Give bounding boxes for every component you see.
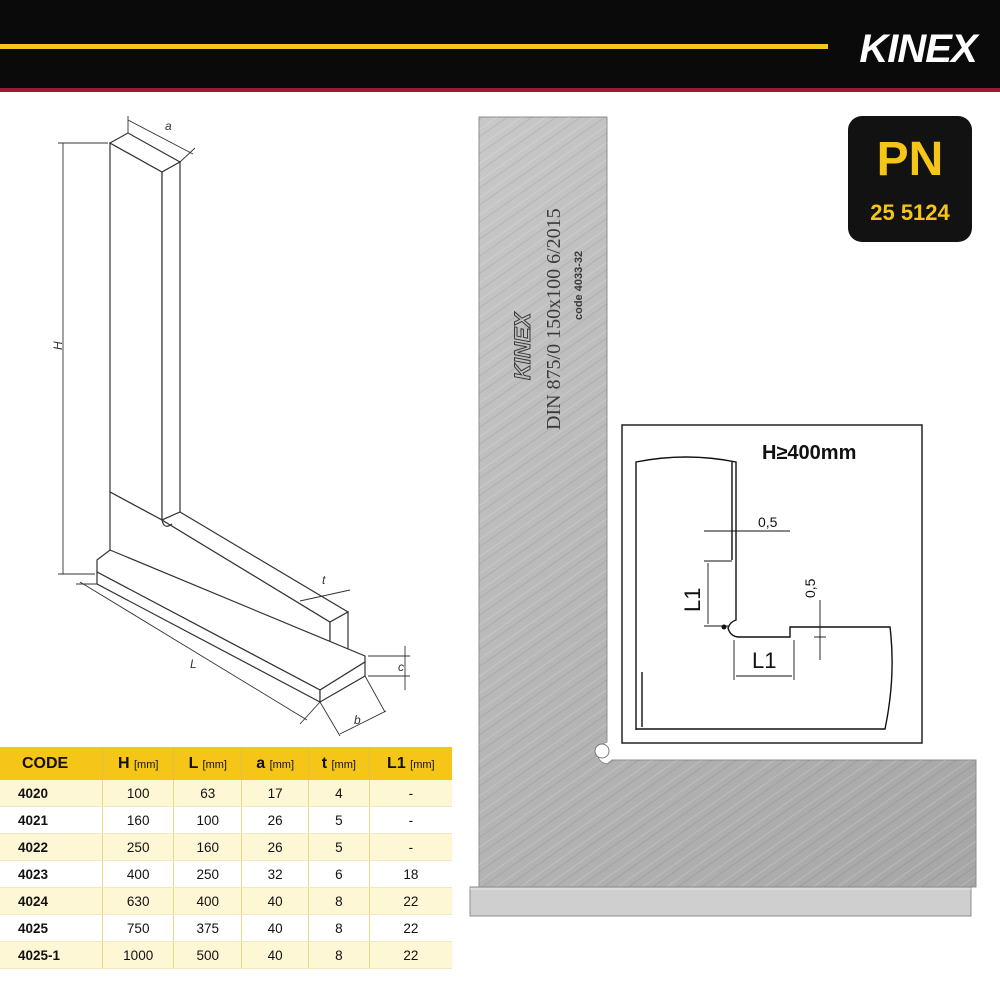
spec-table-header	[0, 747, 452, 780]
cell-code: 4024	[0, 888, 103, 915]
label-H: H	[51, 341, 65, 350]
cell-l1: -	[369, 780, 452, 807]
spec-table	[0, 747, 452, 969]
dim-l1-horizontal: L1	[752, 648, 777, 673]
cell-h: 250	[103, 834, 174, 861]
cell-t: 5	[309, 807, 370, 834]
table-row	[0, 861, 452, 888]
label-a: a	[165, 119, 172, 133]
detail-inset	[622, 425, 922, 743]
engraving-logo	[510, 311, 535, 380]
col-l: L [mm]	[174, 747, 242, 780]
cell-a: 40	[242, 888, 309, 915]
cell-l1: 22	[369, 915, 452, 942]
cell-l: 375	[174, 915, 242, 942]
dim-l1-vertical: L1	[680, 587, 705, 612]
square-base	[470, 887, 971, 916]
cell-code: 4025-1	[0, 942, 103, 969]
cell-a: 40	[242, 915, 309, 942]
pn-number: 25 5124	[870, 200, 950, 225]
col-a: a [mm]	[242, 747, 309, 780]
table-row	[0, 915, 452, 942]
cell-code: 4020	[0, 780, 103, 807]
engraving-logo-text: KINEX	[510, 312, 535, 380]
cell-l1: 18	[369, 861, 452, 888]
cell-l: 160	[174, 834, 242, 861]
table-row	[0, 834, 452, 861]
blade-side-face	[162, 162, 180, 520]
cell-l1: 22	[369, 942, 452, 969]
cell-h: 100	[103, 780, 174, 807]
blade-front-face	[110, 143, 162, 520]
label-b: b	[354, 713, 361, 727]
col-l1: L1 [mm]	[369, 747, 452, 780]
cell-l1: 22	[369, 888, 452, 915]
cell-t: 8	[309, 915, 370, 942]
cell-h: 750	[103, 915, 174, 942]
table-row	[0, 780, 452, 807]
cell-h: 630	[103, 888, 174, 915]
cell-l1: -	[369, 807, 452, 834]
col-h: H [mm]	[103, 747, 174, 780]
relief-hole	[595, 744, 609, 758]
col-code: CODE	[0, 747, 103, 780]
cell-l: 100	[174, 807, 242, 834]
cell-l: 400	[174, 888, 242, 915]
cell-t: 6	[309, 861, 370, 888]
cell-h: 160	[103, 807, 174, 834]
table-row	[0, 807, 452, 834]
cell-code: 4025	[0, 915, 103, 942]
dim-top-label: 0,5	[758, 514, 778, 530]
cell-l: 63	[174, 780, 242, 807]
detail-heading: H≥400mm	[762, 442, 857, 464]
cell-a: 40	[242, 942, 309, 969]
cell-code: 4022	[0, 834, 103, 861]
cell-l: 500	[174, 942, 242, 969]
label-t: t	[322, 573, 326, 587]
engraving-line2: code 4033-32	[573, 250, 585, 320]
cell-h: 1000	[103, 942, 174, 969]
cell-a: 26	[242, 807, 309, 834]
col-t: t [mm]	[309, 747, 370, 780]
label-L: L	[190, 657, 197, 671]
dim-side-label: 0,5	[802, 578, 818, 598]
cell-t: 8	[309, 942, 370, 969]
cell-t: 4	[309, 780, 370, 807]
label-c: c	[398, 660, 404, 674]
cell-h: 400	[103, 861, 174, 888]
engraving-line1: DIN 875/0 150x100 6/2015	[543, 208, 565, 430]
cell-a: 17	[242, 780, 309, 807]
cell-code: 4023	[0, 861, 103, 888]
brand-logo: KINEX	[859, 26, 977, 71]
pn-label: PN	[876, 133, 944, 186]
cell-t: 8	[309, 888, 370, 915]
table-row	[0, 942, 452, 969]
cell-a: 26	[242, 834, 309, 861]
cell-l1: -	[369, 834, 452, 861]
cell-a: 32	[242, 861, 309, 888]
cell-l: 250	[174, 861, 242, 888]
cell-code: 4021	[0, 807, 103, 834]
table-row	[0, 888, 452, 915]
cell-t: 5	[309, 834, 370, 861]
